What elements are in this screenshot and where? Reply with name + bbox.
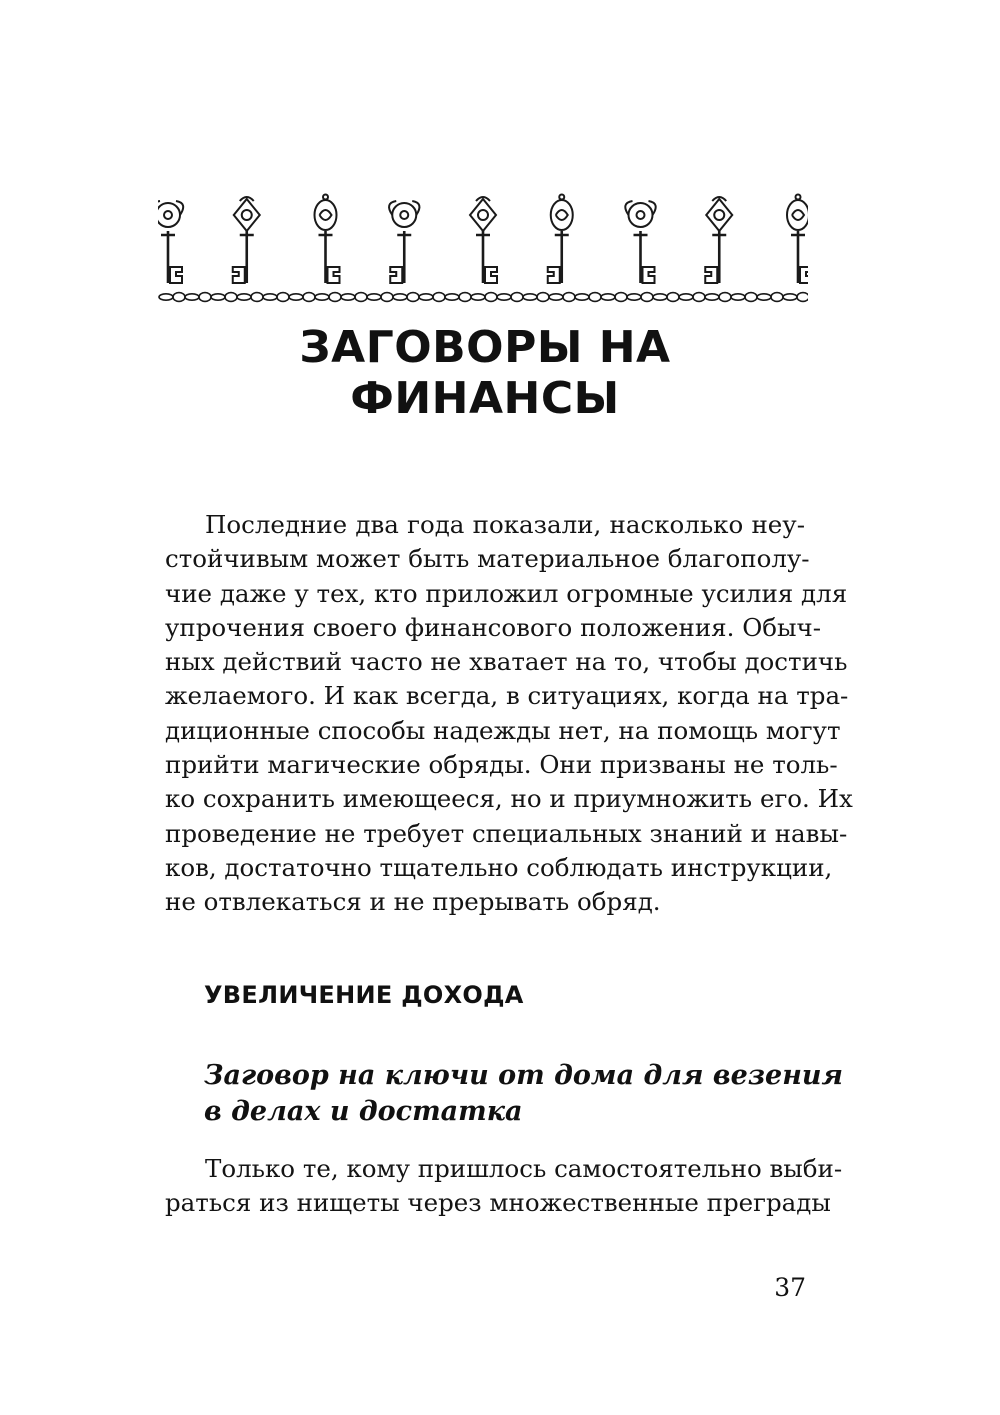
chain-link-icon	[719, 293, 731, 302]
text-line: желаемого. И как всегда, в ситуациях, когда на тра-	[165, 681, 849, 711]
chain-link-icon	[159, 294, 173, 300]
chain-link-icon	[185, 294, 199, 300]
chain-link-icon	[471, 294, 485, 300]
chain-link-icon	[355, 293, 367, 302]
chain-link-icon	[315, 294, 329, 300]
chain-link-icon	[497, 294, 511, 300]
key-icon	[315, 195, 340, 284]
chain-link-icon	[225, 293, 237, 302]
chain-link-icon	[393, 294, 407, 300]
chain-link-icon	[445, 294, 459, 300]
key-icon	[705, 197, 732, 283]
body-paragraph	[165, 1152, 843, 1221]
chain-link-icon	[757, 294, 771, 300]
chain-link-icon	[407, 293, 419, 302]
text-line: не отвлекаться и не прерывать обряд.	[165, 887, 661, 917]
chain-link-icon	[251, 293, 263, 302]
text-line: стойчивым может быть материальное благополу-	[165, 544, 810, 574]
chain-link-icon	[433, 293, 445, 302]
key-icon	[470, 197, 497, 283]
chain-link-icon	[485, 293, 497, 302]
subheading-line: Заговор на ключи от дома для везения	[204, 1060, 844, 1091]
chain-link-icon	[199, 293, 211, 302]
text-line: прийти магические обряды. Они призваны не толь-	[165, 750, 838, 780]
chain-link-icon	[693, 293, 705, 302]
page-number: 37	[774, 1273, 806, 1302]
key-icon	[548, 195, 573, 284]
chain-link-icon	[745, 293, 757, 302]
chain-link-icon	[549, 294, 563, 300]
chain-link-icon	[653, 294, 667, 300]
chain-link-icon	[329, 293, 341, 302]
text-line: чие даже у тех, кто приложил огромные усилия для	[165, 578, 848, 608]
chain-link-icon	[419, 294, 433, 300]
key-icon	[158, 201, 183, 283]
key-icon	[389, 201, 419, 283]
chain-link-icon	[627, 294, 641, 300]
chain-link-icon	[641, 293, 653, 302]
chain-link-icon	[289, 294, 303, 300]
intro-paragraph	[165, 508, 853, 920]
chain-link-icon	[679, 294, 693, 300]
text-line: проведение не требует специальных знаний и навы-	[165, 818, 848, 848]
subheading-line: в делах и достатка	[204, 1096, 523, 1127]
chain-link-icon	[563, 293, 575, 302]
text-line: диционные способы надежды нет, на помощь могут	[165, 715, 841, 745]
chain-link-icon	[459, 293, 471, 302]
chain-link-icon	[589, 293, 601, 302]
text-line: ко сохранить имеющееся, но и приумножить его. Их	[165, 784, 853, 814]
text-line: Последние два года показали, насколько неу-	[205, 510, 805, 539]
chain-link-icon	[771, 293, 783, 302]
chain-link-icon	[263, 294, 277, 300]
chain-link-icon	[797, 293, 808, 302]
chain-link-icon	[211, 294, 225, 300]
text-line: ных действий часто не хватает на то, чтобы достичь	[165, 647, 848, 677]
chain-link-icon	[237, 294, 251, 300]
text-line: Только те, кому пришлось самостоятельно выби-	[205, 1154, 843, 1183]
text-line: ков, достаточно тщательно соблюдать инструкции,	[165, 852, 833, 882]
chain-link-icon	[173, 293, 185, 302]
chain-link-icon	[303, 293, 315, 302]
key-icon	[787, 195, 808, 284]
chain-link-icon	[341, 294, 355, 300]
chain-link-icon	[523, 294, 537, 300]
section-heading: УВЕЛИЧЕНИЕ ДОХОДА	[204, 981, 524, 1009]
chain-link-icon	[731, 294, 745, 300]
chain-link-icon	[511, 293, 523, 302]
chain-link-icon	[667, 293, 679, 302]
chain-link-icon	[367, 294, 381, 300]
chain-link-icon	[381, 293, 393, 302]
chain-link-icon	[575, 294, 589, 300]
subsection-heading	[204, 1058, 844, 1130]
chain-link-icon	[615, 293, 627, 302]
key-icon	[233, 197, 260, 283]
chain-link-icon	[783, 294, 797, 300]
row-of-antique-keys-icon	[158, 193, 808, 308]
chain-link-icon	[601, 294, 615, 300]
chapter-title: ЗАГОВОРЫ НА ФИНАНСЫ	[299, 322, 671, 424]
key-icon	[625, 201, 655, 283]
text-line: раться из нищеты через множественные преграды	[165, 1188, 831, 1218]
chain-link-icon	[277, 293, 289, 302]
chain-link-icon	[537, 293, 549, 302]
chain-link-icon	[705, 294, 719, 300]
text-line: упрочения своего финансового положения. Обыч-	[165, 612, 822, 642]
